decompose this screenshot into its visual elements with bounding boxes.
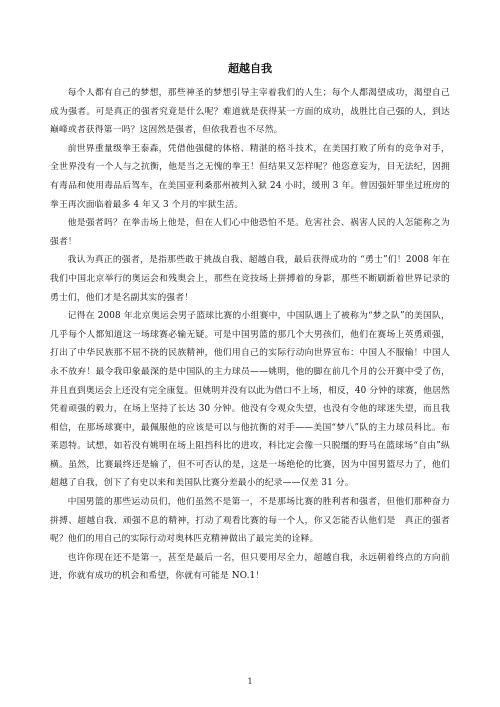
document-page (50, 62, 450, 586)
paragraph-3: 他是强者吗？在拳击场上他是，但在人们心中他恐怕不是。危害社会、祸害人民的人怎能称之为强者！ (50, 218, 450, 247)
paragraph-2: 前世界重量级拳王泰森，凭借他强健的体格、精湛的格斗技术，在美国打败了所有的竞争对手，全世界没有一个人与之抗衡，他是当之无愧的拳王！但结果又怎样呢？他恣意妄为，目无法纪，因拥有毒品和使用毒品后驾车，在美国亚利桑那州被判入狱 24 小时，缓刑 3 年。曾因强奸罪坐过班房的拳王再次面临着最多 4 年又 3 个月的牢狱生活。 (50, 143, 450, 210)
page-number: 1 (247, 677, 253, 686)
paragraph-7: 也许你现在还不是第一，甚至是最后一名，但只要用尽全力，超越自我，永远朝着终点的方向前进，你就有成功的机会和希望，你就有可能是 NO.1！ (50, 552, 450, 582)
paragraph-5: 记得在 2008 年北京奥运会男子篮球比赛的小组赛中，中国队遇上了被称为“梦之队”的美国队，几乎每个人都知道这一场球赛必输无疑。可是中国男篮的那几个大男孩们，他们在赛场上英勇顽强，打出了中华民族那不屈不挠的民族精神，他们用自己的实际行动向世界宣布：中国人不服输！中国人永不放弃！最令我印象最深的是中国队的主力球员——姚明，他的脚在前几个月的公开赛中受了伤，并且直到奥运会上还没有完全康复。但姚明并没有以此为借口不上场，相反，40 分钟的球赛，他居然凭着顽强的毅力，在场上坚持了长达 30 分钟。他没有令观众失望，也没有令他的球迷失望，而且我相信，在那场球赛中，最佩服他的应该是可以与他抗衡的对手——美国“梦八”队的主力球员科比。布莱恩特。试想，如若没有姚明在场上阻挡科比的进攻，科比定会像一只脱缰的野马在篮球场“自由”纵横。虽然，比赛最终还是输了，但不可否认的是，这是一场绝伦的比赛，因为中国男篮尽力了，他们超越了自我，创下了有史以来和美国队比赛分差最小的纪录——仅差 31 分。 (50, 311, 450, 489)
paragraph-6: 中国男篮的那些运动员们，他们虽然不是第一，不是那场比赛的胜利者和强者，但他们那种奋力拼搏、超越自我、顽强不息的精神，打动了观看比赛的每一个人，你又怎能否认他们是 真正的强者呢？他们的用自己的实际行动对奥林匹克精神做出了最完美的诠释。 (50, 497, 450, 545)
paragraph-4: 我认为真正的强者，是指那些敢于挑战自我、超越自我，最后获得成功的 “勇士”们！2008 年在我们中国北京举行的奥运会和残奥会上，那些在竞技场上拼搏着的身影，那些不断刷新着世界记录的勇士们，他们才是名副其实的强者！ (50, 255, 450, 303)
document-title: 超越自我 (228, 62, 272, 75)
paragraph-1: 每个人都有自己的梦想，那些神圣的梦想引导主宰着我们的人生；每个人都渴望成功，渴望自己成为强者。可是真正的强者究竟是什么呢？难道就是获得某一方面的成功，战胜比自己强的人，到达巅峰或者获得第一吗？这固然是强者，但依我看也不尽然。 (50, 88, 450, 136)
